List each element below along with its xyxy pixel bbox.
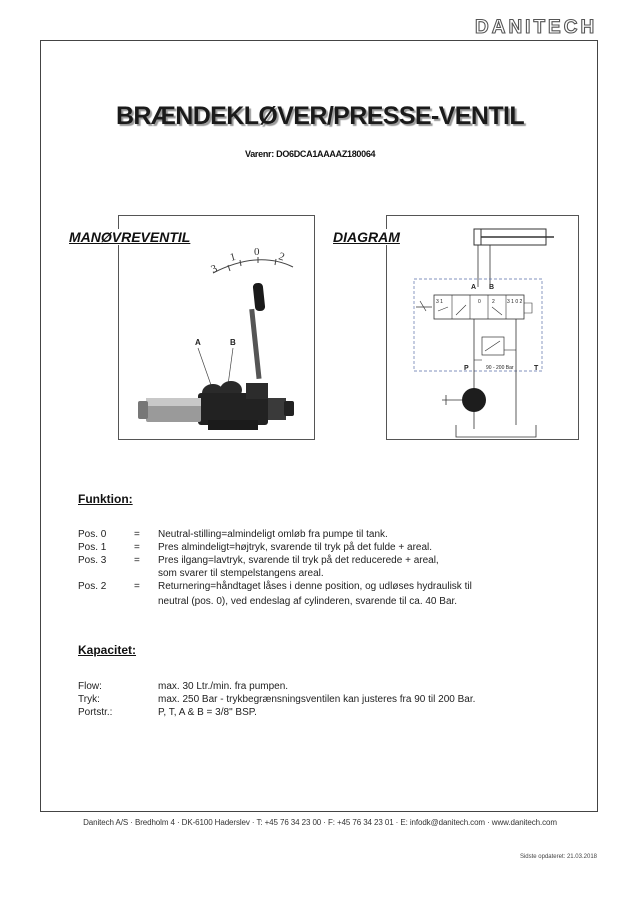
- port-label-b: B: [230, 338, 236, 347]
- kapacitet-row-label: Flow:: [78, 681, 102, 692]
- funktion-row-label: Pos. 3: [78, 555, 107, 566]
- kapacitet-heading: Kapacitet:: [78, 643, 137, 657]
- page-title: BRÆNDEKLØVER/PRESSE-VENTIL: [115, 102, 525, 130]
- last-updated: Sidste opdateret: 21.03.2018: [519, 854, 597, 860]
- item-number: Varenr: DO6DCA1AAAAZ180064: [245, 149, 376, 159]
- funktion-row-eq: =: [134, 555, 140, 566]
- port-label-a: A: [195, 338, 201, 347]
- funktion-row-text: Returnering=håndtaget låses i denne position, og udløses hydraulisk til: [158, 581, 472, 592]
- danitech-logo: [475, 12, 601, 40]
- diagram-label-a: A: [471, 284, 477, 291]
- funktion-row-label: Pos. 1: [78, 542, 107, 553]
- diagram-label-p: P: [464, 365, 469, 372]
- spool-label-left: 3 1: [436, 299, 443, 305]
- scale-label-1: 1: [228, 250, 238, 264]
- company-footer: Danitech A/S · Bredholm 4 · DK-6100 Haderslev · T: +45 76 34 23 00 · F: +45 76 34 23 01 · E: infodk@danitech.com · www.danitech.com: [83, 818, 557, 827]
- valve-boundary: [414, 279, 542, 371]
- kapacitet-row-text: max. 250 Bar - trykbegrænsningsventilen kan justeres fra 90 til 200 Bar.: [158, 694, 476, 705]
- spool-label-mid: 0: [478, 299, 481, 305]
- right-fitting: [268, 398, 286, 420]
- funktion-row-eq: =: [134, 581, 140, 592]
- spool-label-num: 2: [492, 299, 495, 305]
- kapacitet-row-label: Portstr.:: [78, 707, 113, 718]
- section-label-diagram: DIAGRAM: [333, 229, 403, 245]
- funktion-row-label: Pos. 2: [78, 581, 107, 592]
- spool-label-right: 3 1 0 2: [507, 299, 523, 305]
- valve-illustration: [118, 215, 315, 440]
- diagram-label-t: T: [534, 365, 539, 372]
- kapacitet-row-text: max. 30 Ltr./min. fra pumpen.: [158, 681, 289, 692]
- kapacitet-row-text: P, T, A & B = 3/8" BSP.: [158, 707, 257, 718]
- funktion-row-text: Pres ilgang=lavtryk, svarende til tryk på det reducerede + areal,: [158, 555, 439, 566]
- funktion-row-text: Pres almindeligt=højtryk, svarende til tryk på det fulde + areal.: [158, 542, 433, 553]
- tank-symbol: [456, 425, 536, 437]
- pressure-label: 90 - 200 Bar: [486, 365, 514, 371]
- scale-label-0: 0: [254, 246, 260, 258]
- funktion-row-text-cont: neutral (pos. 0), ved endeslag af cylinderen, svarende til ca. 40 Bar.: [158, 596, 458, 607]
- kapacitet-row-label: Tryk:: [78, 694, 100, 705]
- pump-symbol: [462, 388, 486, 412]
- lever-rod: [249, 309, 261, 379]
- lever-symbol: [416, 301, 432, 311]
- funktion-row-text-cont: som svarer til stempelstangens areal.: [158, 568, 324, 579]
- lever-grip: [253, 283, 266, 312]
- hydraulic-diagram: [386, 215, 579, 440]
- section-label-valve: MANØVREVENTIL: [69, 229, 193, 245]
- funktion-row-eq: =: [134, 542, 140, 553]
- funktion-row-eq: =: [134, 529, 140, 540]
- scale-label-2: 2: [277, 250, 287, 264]
- funktion-row-text: Neutral-stilling=almindeligt omløb fra pumpe til tank.: [158, 529, 388, 540]
- logo-text: DANITECH: [475, 17, 598, 38]
- scale-label-3: 3: [209, 262, 220, 276]
- diagram-label-b: B: [489, 284, 495, 291]
- funktion-heading: Funktion:: [78, 492, 133, 506]
- funktion-row-label: Pos. 0: [78, 529, 107, 540]
